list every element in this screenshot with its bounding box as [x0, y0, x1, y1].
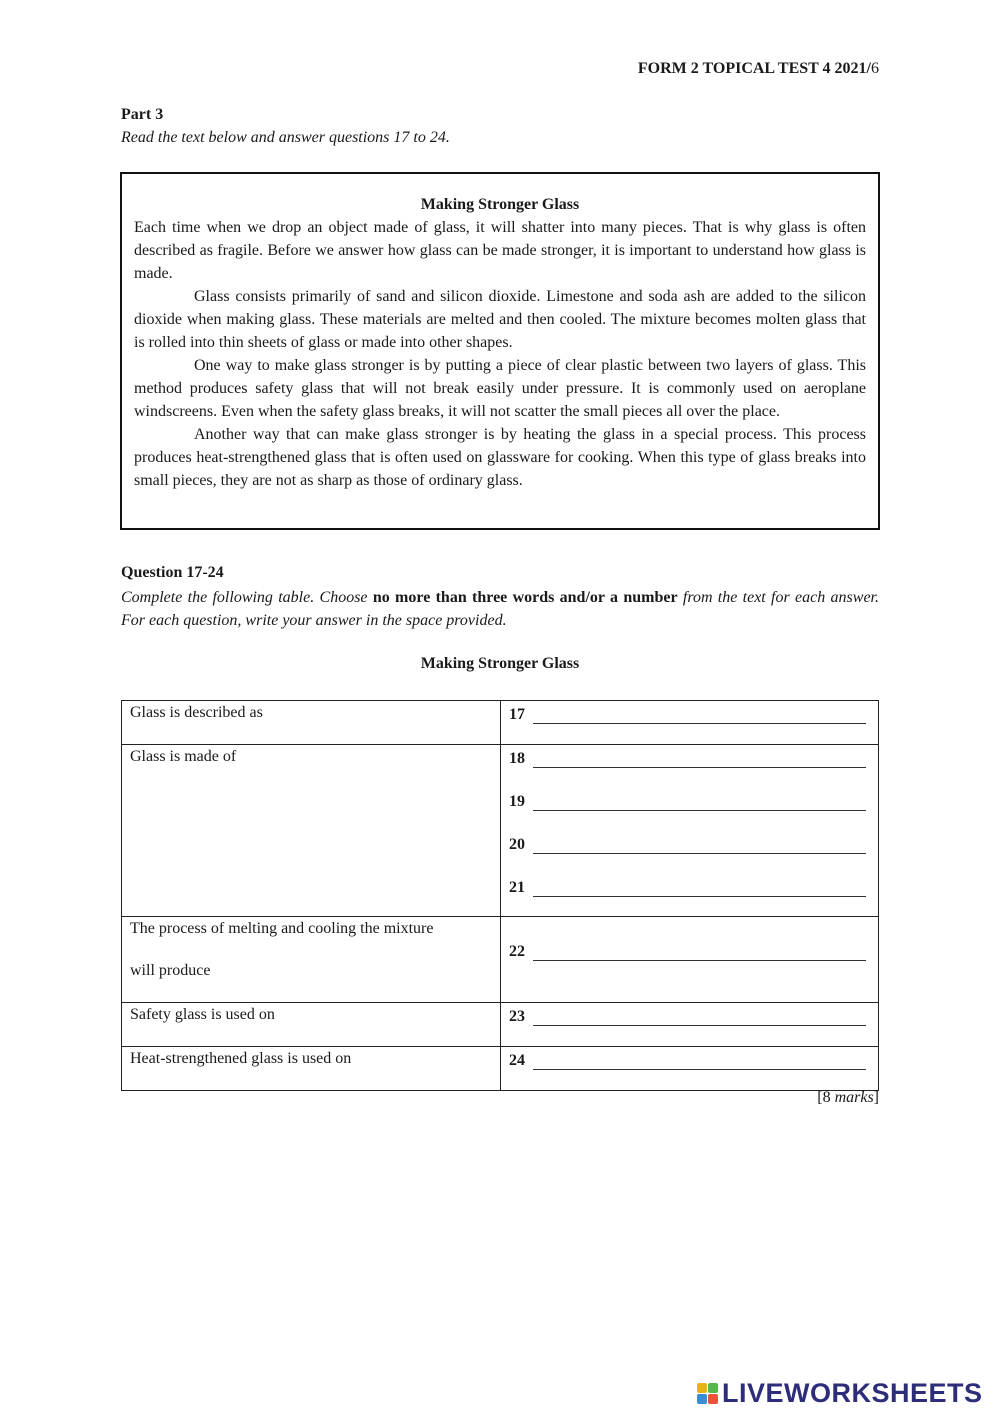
row-label-cell [122, 1003, 501, 1047]
answer-number: 19 [509, 793, 525, 810]
logo-square-1 [697, 1383, 707, 1393]
logo-square-4 [708, 1394, 718, 1404]
passage-paragraph-4: Another way that can make glass stronger is by heating the glass in a special process. This process produces heat-strengthened glass that is often used on glassware for cooking. When this type of glass breaks into small pieces, they are not as sharp as those of ordinary glass. [134, 426, 866, 489]
answer-20[interactable] [509, 832, 870, 854]
table-row [122, 1003, 879, 1047]
answer-number: 23 [509, 1008, 525, 1025]
row-label: Glass is described as [130, 704, 263, 721]
table-row [122, 1047, 879, 1091]
page-number: 6 [871, 60, 879, 77]
row-label: Safety glass is used on [130, 1006, 275, 1023]
answer-cell [501, 1003, 879, 1047]
answer-19[interactable] [509, 789, 870, 811]
answer-blank-19[interactable] [533, 795, 866, 811]
answer-blank-17[interactable] [533, 708, 866, 724]
row-label-cell [122, 917, 501, 1003]
answer-blank-23[interactable] [533, 1010, 866, 1026]
answer-cell [501, 917, 879, 1003]
passage-paragraph-2: Glass consists primarily of sand and silicon dioxide. Limestone and soda ash are added to the silicon dioxide when making glass. These materials are melted and then cooled. The mixture becomes molten glass that is rolled into thin sheets of glass or made into other shapes. [134, 288, 866, 351]
instruction-part-2: from the text for each answer. For each question, write your answer in the space provided. [121, 589, 879, 629]
answer-blank-22[interactable] [533, 945, 866, 961]
reading-passage-box [120, 172, 880, 530]
answer-blank-24[interactable] [533, 1054, 866, 1070]
table-title: Making Stronger Glass [420, 655, 580, 672]
row-label: Heat-strengthened glass is used on [130, 1050, 352, 1067]
row-label-line-1: The process of melting and cooling the mixture [130, 920, 434, 937]
part-instruction: Read the text below and answer questions 17 to 24. [121, 129, 450, 146]
answer-22[interactable] [509, 939, 870, 961]
answer-18[interactable] [509, 746, 870, 768]
answer-number: 21 [509, 879, 525, 896]
row-label-cell [122, 745, 501, 917]
answer-24[interactable] [509, 1048, 870, 1070]
answer-number: 20 [509, 836, 525, 853]
row-label-cell [122, 701, 501, 745]
passage-title: Making Stronger Glass [420, 196, 580, 213]
row-label-cell [122, 1047, 501, 1091]
answer-blank-18[interactable] [533, 752, 866, 768]
liveworksheets-brand[interactable] [697, 1378, 983, 1409]
logo-square-3 [697, 1394, 707, 1404]
row-label-line-2: will produce [130, 962, 211, 979]
brand-text: LIVEWORKSHEETS [722, 1378, 983, 1408]
answer-table [121, 700, 879, 1091]
question-title: Question 17-24 [121, 564, 224, 581]
answer-number: 18 [509, 750, 525, 767]
answer-number: 22 [509, 943, 525, 960]
answer-number: 24 [509, 1052, 525, 1069]
table-row [122, 745, 879, 917]
answer-cell [501, 1047, 879, 1091]
answer-23[interactable] [509, 1004, 870, 1026]
page-header [638, 60, 879, 78]
question-instruction [121, 586, 879, 632]
table-row [122, 701, 879, 745]
row-label: Glass is made of [130, 748, 237, 765]
table-row [122, 917, 879, 1003]
part-title: Part 3 [121, 106, 164, 123]
answer-number: 17 [509, 706, 525, 723]
answer-cell [501, 701, 879, 745]
passage-paragraph-3: One way to make glass stronger is by putting a piece of clear plastic between two layers of glass. This method produces safety glass that will not break easily under pressure. It is commonly used on aeroplane windscreens. Even when the safety glass breaks, it will not scatter the small pieces all over the place. [134, 357, 866, 420]
liveworksheets-logo-icon [697, 1383, 718, 1404]
passage-paragraph-1: Each time when we drop an object made of glass, it will shatter into many pieces. That is why glass is often described as fragile. Before we answer how glass can be made stronger, it is important to understand how glass is made. [134, 219, 866, 282]
logo-square-2 [708, 1383, 718, 1393]
answer-17[interactable] [509, 702, 870, 724]
instruction-bold: no more than three words and/or a number [372, 589, 678, 606]
answer-21[interactable] [509, 875, 870, 897]
answer-blank-20[interactable] [533, 838, 866, 854]
instruction-part-1: Complete the following table. Choose [121, 589, 373, 606]
answer-cell [501, 745, 879, 917]
marks-label: [8 marks] [817, 1089, 879, 1106]
answer-blank-21[interactable] [533, 881, 866, 897]
test-title: FORM 2 TOPICAL TEST 4 2021/ [637, 60, 871, 77]
